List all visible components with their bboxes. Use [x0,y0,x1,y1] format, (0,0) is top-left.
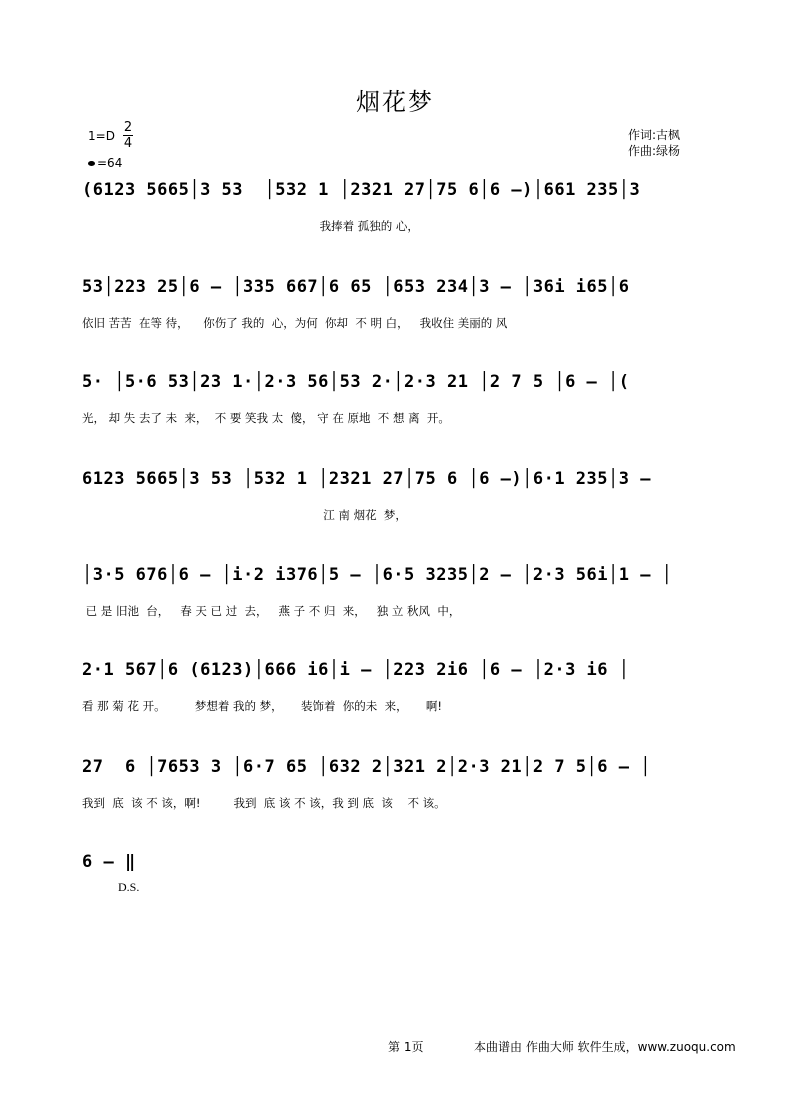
notes-line-8: 6 – ‖ [82,852,136,872]
tempo-value: =64 [97,156,123,170]
score-line-7 [82,757,742,817]
notes-line-4: 6123 5665│3 53 │532 1 │2321 27│75 6 │6 –)│6·1 235│3 – [82,469,651,489]
quarter-note-icon [88,161,95,166]
score-line-5 [82,565,742,625]
notes-line-1: (6123 5665│3 53 │532 1 │2321 27│75 6│6 –)│661 235│3 [82,180,641,200]
page-title: 烟花梦 [356,88,434,116]
notes-line-5: │3·5 676│6 – │i·2 i376│5 – │6·5 3235│2 – │2·3 56i│1 – │ [82,565,673,585]
tempo-mark [88,155,122,171]
notes-line-2: 53│223 25│6 – │335 667│6 65 │653 234│3 – │36i i65│6 [82,277,630,297]
score-line-3 [82,372,742,432]
time-signature [122,120,134,151]
footer-page-number: 第 1页 [388,1040,424,1054]
composer: 作曲:绿杨 [628,144,681,158]
lyrics-line-5: 已 是 旧池 台， 春 天 已 过 去， 燕 子 不 归 来， 独 立 秋风 中， [82,604,461,618]
score-line-6 [82,660,742,720]
lyrics-line-7: 我到 底 该 不 该，啊! 我到 底 该 不 该，我 到 底 该 不 该。 [82,796,446,810]
time-signature-top: 2 [123,120,133,135]
lyrics-line-1: 我捧着 孤独的 心， [82,219,419,233]
notes-line-7: 27 6 │7653 3 │6·7 65 │632 2│321 2│2·3 21│2 7 5│6 – │ [82,757,651,777]
footer-generator: 本曲谱由 作曲大师 软件生成，www.zuoqu.com [474,1040,736,1054]
dal-segno-mark: D.S. [118,880,140,894]
lyrics-line-4: 江 南 烟花 梦， [82,508,407,522]
score-line-2 [82,277,742,337]
key-signature: 1=D [88,129,115,143]
lyricist: 作词:古枫 [628,128,681,142]
lyrics-line-3: 光， 却 失 去了 未 来， 不 要 笑我 太 傻， 守 在 原地 不 想 离 开。 [82,411,450,425]
notes-line-6: 2·1 567│6 (6123)│666 i6│i – │223 2i6 │6 – │2·3 i6 │ [82,660,630,680]
notes-line-3: 5· │5·6 53│23 1·│2·3 56│53 2·│2·3 21 │2 7 5 │6 – │( [82,372,630,392]
lyrics-line-2: 依旧 苦苦 在等 待， 你伤了 我的 心，为何 你却 不 明 白， 我收住 美丽的 风 [82,316,508,330]
time-signature-bottom: 4 [123,136,133,151]
score-line-4 [82,469,742,529]
credits [628,127,680,159]
lyrics-line-6: 看 那 菊 花 开。 梦想着 我的 梦， 装饰着 你的未 来， 啊! [82,699,442,713]
score-line-8 [82,852,742,912]
score-line-1 [82,180,742,240]
